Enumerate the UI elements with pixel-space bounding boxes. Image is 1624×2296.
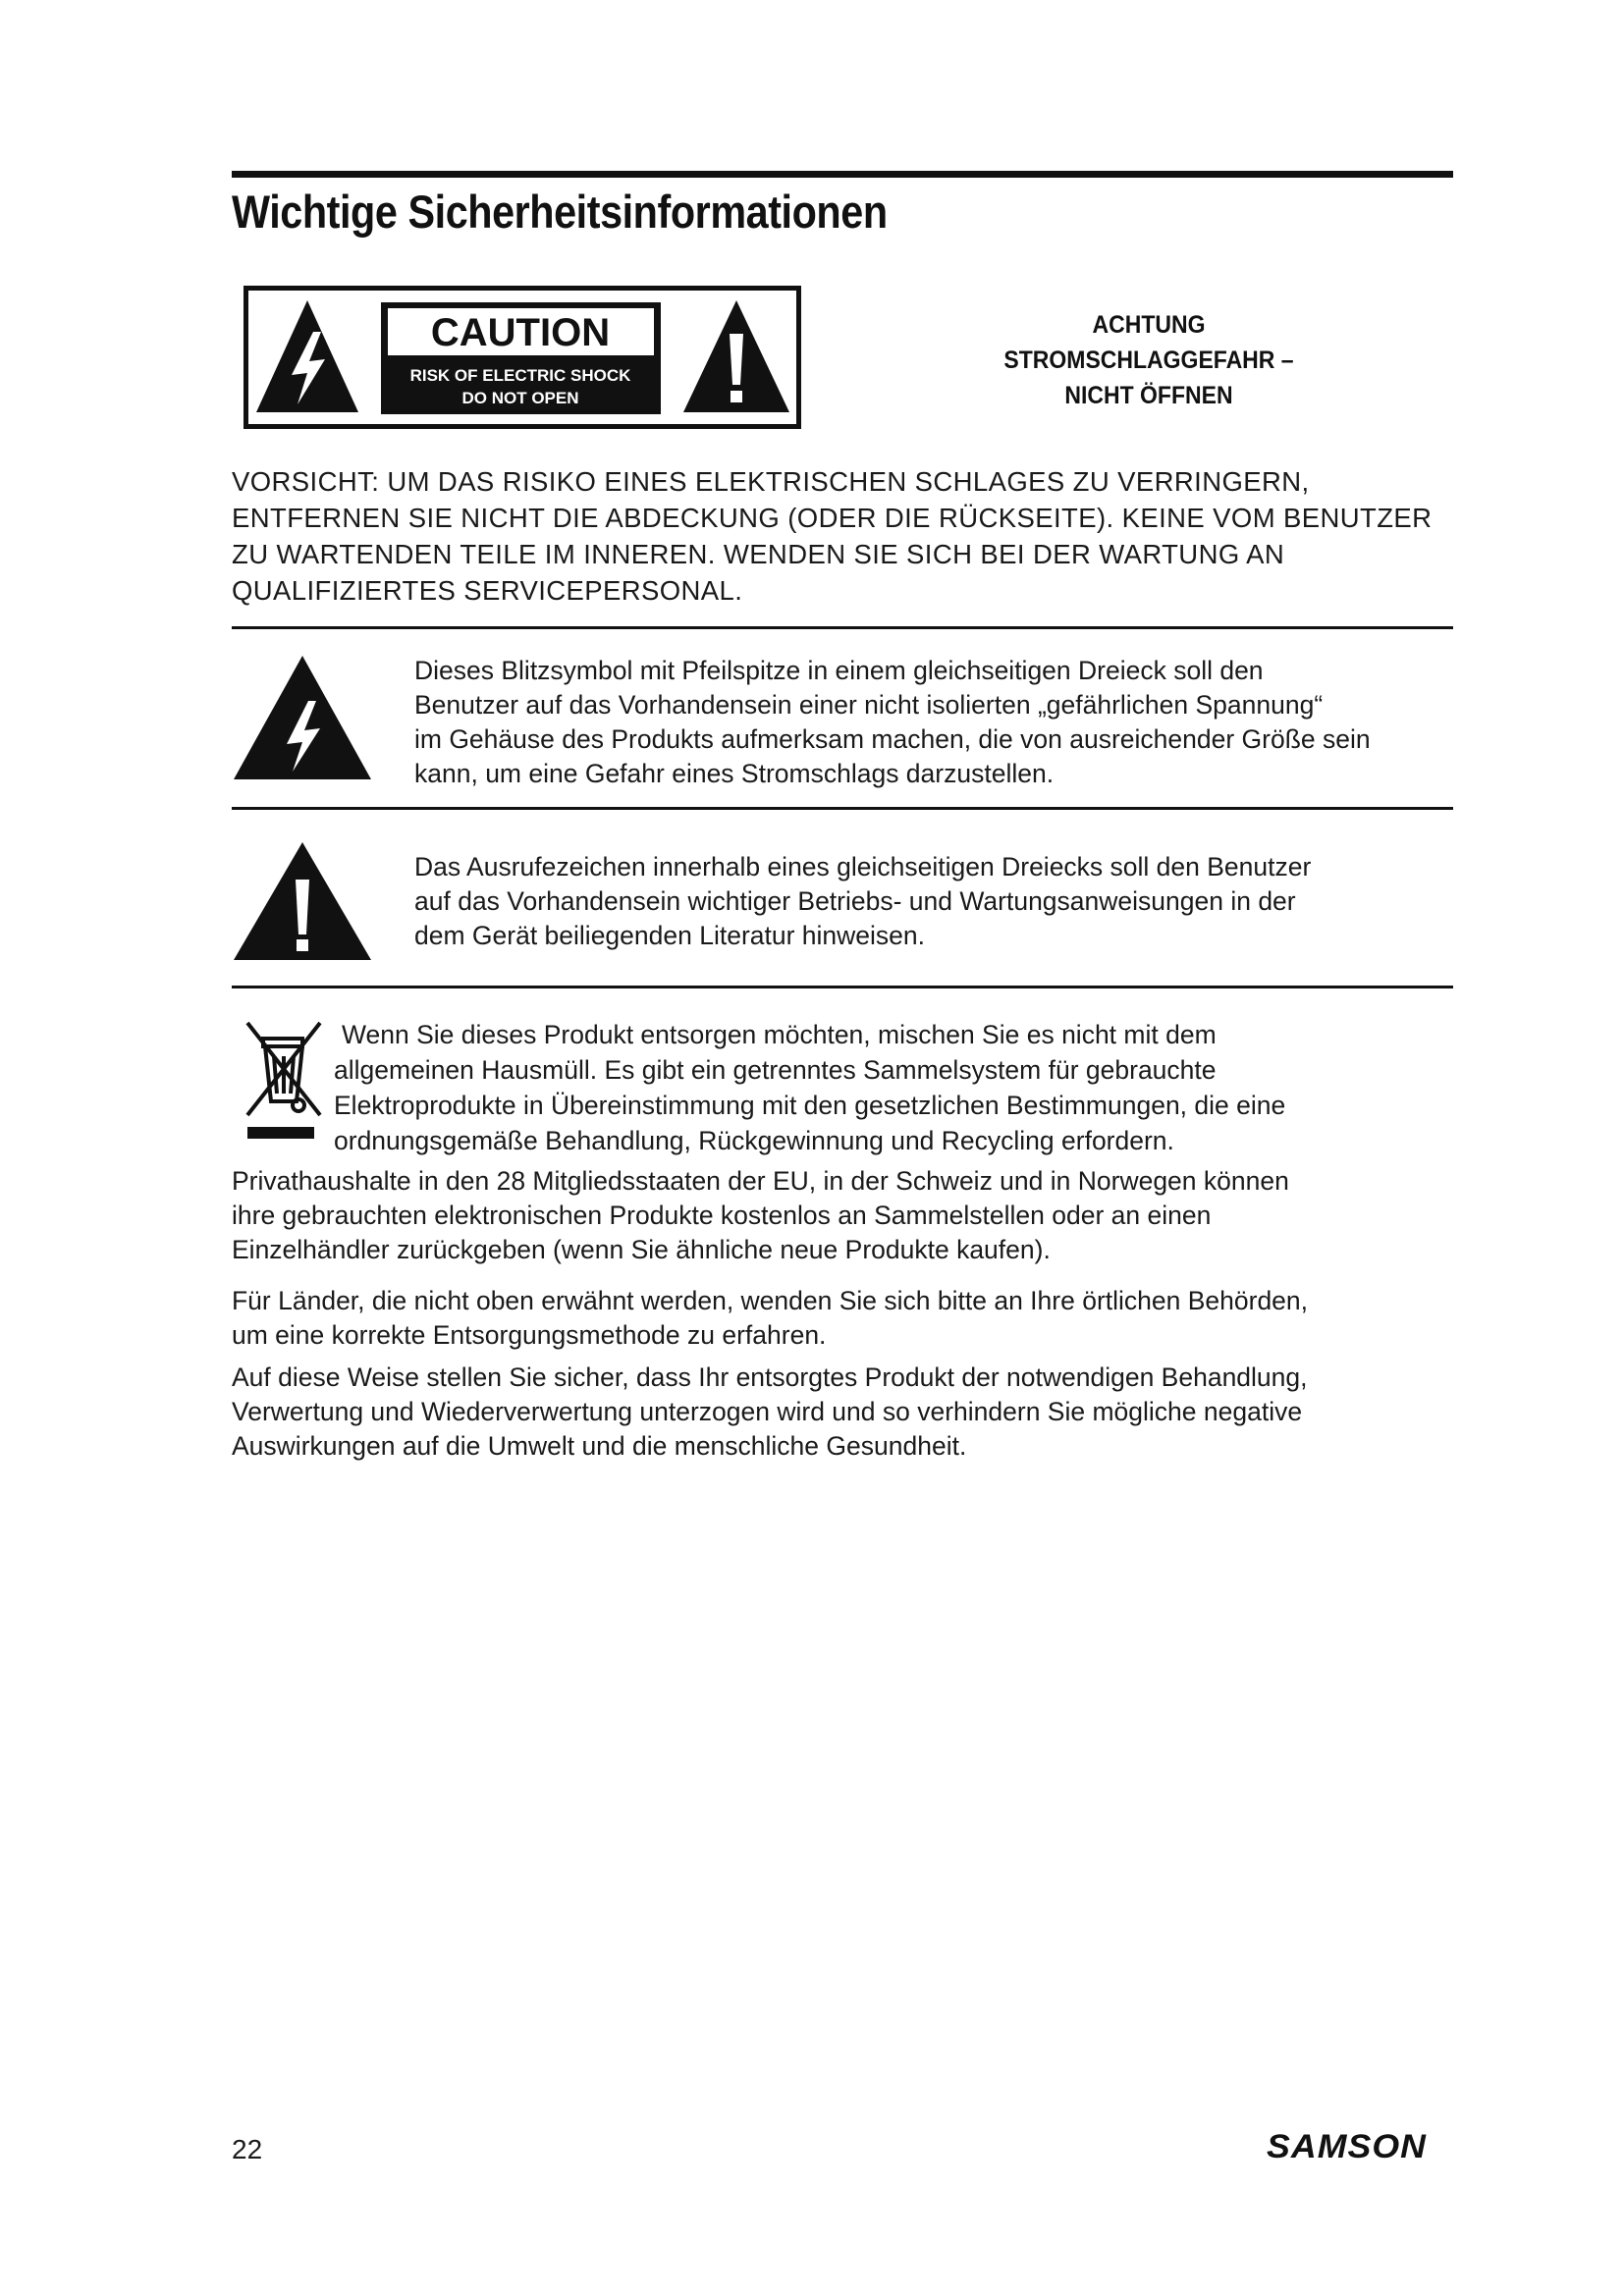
warning-line: ENTFERNEN SIE NICHT DIE ABDECKUNG (ODER DIE RÜCKSEITE). KEINE VOM BENUTZER — [232, 503, 1433, 533]
caution-label — [244, 286, 801, 429]
caution-label-graphic — [248, 291, 796, 424]
page-title: Wichtige Sicherheitsinformationen — [232, 186, 888, 238]
section-divider — [232, 626, 1453, 629]
disposal-paragraph-outcome — [232, 1361, 1459, 1464]
caution-line1: RISK OF ELECTRIC SHOCK — [409, 366, 631, 385]
lightning-description — [414, 654, 1455, 791]
paragraph-line: Verwertung und Wiederverwertung unterzogen wird und so verhindern Sie mögliche negative — [232, 1397, 1303, 1426]
section-divider — [232, 986, 1453, 988]
paragraph-line: Privathaushalte in den 28 Mitgliedsstaaten der EU, in der Schweiz und in Norwegen können — [232, 1166, 1289, 1196]
disposal-line: Wenn Sie dieses Produkt entsorgen möchten, mischen Sie es nicht mit dem — [342, 1020, 1217, 1049]
paragraph-line: Einzelhändler zurückgeben (wenn Sie ähnliche neue Produkte kaufen). — [232, 1235, 1051, 1264]
caution-heading: CAUTION — [430, 311, 611, 354]
warning-line: VORSICHT: UM DAS RISIKO EINES ELEKTRISCHEN SCHLAGES ZU VERRINGERN, — [232, 466, 1310, 497]
warning-line: ZU WARTENDEN TEILE IM INNEREN. WENDEN SIE SICH BEI DER WARTUNG AN — [232, 539, 1285, 569]
caution-line2: DO NOT OPEN — [461, 389, 579, 407]
description-line: Das Ausrufezeichen innerhalb eines gleichseitigen Dreiecks soll den Benutzer — [414, 852, 1312, 881]
achtung-line2: STROMSCHLAGGEFAHR – — [1003, 347, 1294, 374]
exclamation-triangle-icon — [232, 840, 373, 962]
disposal-paragraph-eu — [232, 1164, 1459, 1267]
page-number: 22 — [232, 2134, 263, 2164]
achtung-line1: ACHTUNG — [1092, 311, 1206, 339]
paragraph-line: Auswirkungen auf die Umwelt und die menschliche Gesundheit. — [232, 1431, 967, 1461]
paragraph-line: ihre gebrauchten elektronischen Produkte kostenlos an Sammelstellen oder an einen — [232, 1201, 1212, 1230]
disposal-line: allgemeinen Hausmüll. Es gibt ein getrenntes Sammelsystem für gebrauchte — [334, 1055, 1217, 1085]
lightning-triangle-icon — [232, 654, 373, 781]
lightning-triangle-icon — [256, 300, 358, 412]
description-line: Dieses Blitzsymbol mit Pfeilspitze in einem gleichseitigen Dreieck soll den — [414, 656, 1264, 685]
disposal-paragraph-other-countries — [232, 1284, 1459, 1353]
section-divider — [232, 807, 1453, 810]
description-line: Benutzer auf das Vorhandensein einer nicht isolierten „gefährlichen Spannung“ — [414, 690, 1324, 720]
description-line: im Gehäuse des Produkts aufmerksam machen, die von ausreichender Größe sein — [414, 724, 1371, 754]
crossed-out-wheelie-bin-icon — [242, 1017, 326, 1145]
paragraph-line: Auf diese Weise stellen Sie sicher, dass Ihr entsorgtes Produkt der notwendigen Behandlung, — [232, 1362, 1308, 1392]
title-rule — [232, 171, 1453, 178]
description-line: dem Gerät beiliegenden Literatur hinweisen. — [414, 921, 926, 950]
warning-line: QUALIFIZIERTES SERVICEPERSONAL. — [232, 575, 743, 606]
disposal-intro — [334, 1017, 1453, 1158]
warning-paragraph — [232, 463, 1469, 609]
disposal-line: ordnungsgemäße Behandlung, Rückgewinnung und Recycling erfordern. — [334, 1126, 1174, 1155]
exclamation-description — [414, 850, 1455, 953]
achtung-line3: NICHT ÖFFNEN — [1064, 382, 1233, 409]
achtung-block — [986, 307, 1311, 413]
paragraph-line: um eine korrekte Entsorgungsmethode zu erfahren. — [232, 1320, 827, 1350]
samson-logo: SAMSON — [1267, 2128, 1427, 2165]
disposal-line: Elektroprodukte in Übereinstimmung mit den gesetzlichen Bestimmungen, die eine — [334, 1091, 1286, 1120]
description-line: kann, um eine Gefahr eines Stromschlags darzustellen. — [414, 759, 1055, 788]
description-line: auf das Vorhandensein wichtiger Betriebs- und Wartungsanweisungen in der — [414, 886, 1296, 916]
paragraph-line: Für Länder, die nicht oben erwähnt werden, wenden Sie sich bitte an Ihre örtlichen Behörden, — [232, 1286, 1309, 1315]
exclamation-triangle-icon — [683, 300, 789, 412]
